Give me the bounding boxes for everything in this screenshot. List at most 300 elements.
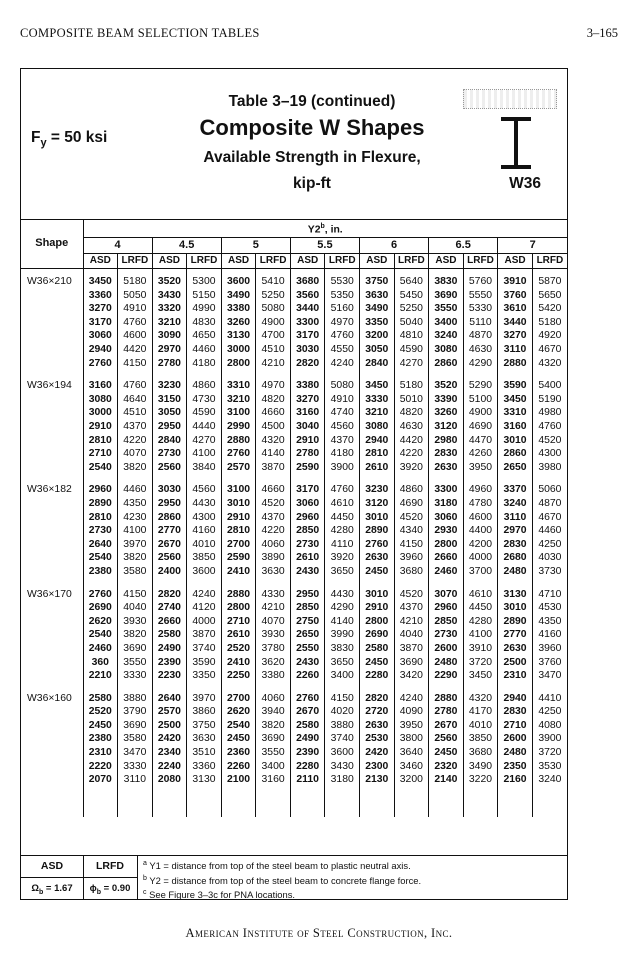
lrfd-value: 3870 (187, 628, 222, 642)
asd-value: 2720 (360, 705, 395, 719)
lrfd-value: 5530 (325, 275, 360, 289)
asd-value: 2800 (221, 357, 256, 371)
asd-value: 3080 (429, 343, 464, 357)
lrfd-value: 3360 (187, 760, 222, 774)
lrfd-value: 3720 (532, 746, 567, 760)
yield-strength: $F_y = 50$ ksi (31, 129, 108, 150)
lrfd-value: 4900 (256, 316, 291, 330)
asd-value: 2730 (290, 538, 325, 552)
asd-value: 2480 (498, 746, 533, 760)
asd-value: 2940 (498, 692, 533, 706)
asd-value: 2560 (152, 551, 187, 565)
asd-value: 2570 (221, 461, 256, 475)
asd-value: 2960 (429, 601, 464, 615)
lrfd-value: 3590 (187, 656, 222, 670)
asd-value: 2680 (498, 551, 533, 565)
lrfd-value: 5010 (394, 393, 429, 407)
asd-value: 3300 (429, 483, 464, 497)
lrfd-value: 3800 (394, 732, 429, 746)
table-row (21, 447, 567, 461)
asd-value: 2840 (360, 357, 395, 371)
asd-value: 2600 (498, 732, 533, 746)
lrfd-value: 3740 (187, 642, 222, 656)
asd-value: 2430 (290, 565, 325, 579)
asd-value: 2610 (360, 461, 395, 475)
shape-cell (21, 316, 83, 330)
asd-value: 2910 (360, 601, 395, 615)
lrfd-value: 4420 (394, 434, 429, 448)
lrfd-value: 3920 (394, 461, 429, 475)
lrfd-value: 4220 (394, 447, 429, 461)
lrfd-value: 3460 (394, 760, 429, 774)
lrfd-value: 3910 (463, 642, 498, 656)
lrfd-value: 4820 (394, 406, 429, 420)
asd-value: 3040 (290, 420, 325, 434)
lrfd-value: 5100 (463, 393, 498, 407)
asd-value: 3910 (498, 275, 533, 289)
asd-value: 2910 (83, 420, 118, 434)
asd-value: 3030 (290, 343, 325, 357)
asd-value: 2730 (83, 524, 118, 538)
lrfd-value: 3920 (325, 551, 360, 565)
lrfd-value: 4970 (256, 379, 291, 393)
asd-value: 3330 (360, 393, 395, 407)
asd-value: 2710 (221, 615, 256, 629)
lrfd-value: 4140 (325, 615, 360, 629)
shape-header: Shape (21, 220, 83, 269)
lrfd-value: 4860 (394, 483, 429, 497)
lrfd-value: 5650 (532, 289, 567, 303)
asd-value: 2590 (221, 551, 256, 565)
lrfd-value: 3950 (394, 719, 429, 733)
lrfd-value: 4470 (463, 434, 498, 448)
asd-value: 2880 (498, 357, 533, 371)
asd-value: 3000 (221, 343, 256, 357)
lrfd-value: 4640 (118, 393, 153, 407)
lrfd-value: 4080 (532, 719, 567, 733)
lrfd-value: 3970 (187, 692, 222, 706)
asd-value: 2410 (221, 656, 256, 670)
asd-value: 2610 (290, 551, 325, 565)
asd-value: 3170 (290, 329, 325, 343)
lrfd-value: 3930 (256, 628, 291, 642)
shape-cell (21, 343, 83, 357)
lrfd-value: 5190 (532, 393, 567, 407)
table-row (21, 420, 567, 434)
table-number: Table 3–19 (continued) (228, 93, 396, 110)
strength-table (21, 219, 567, 817)
asd-value: 2820 (152, 588, 187, 602)
asd-value: 2830 (498, 705, 533, 719)
lrfd-value: 4860 (187, 379, 222, 393)
lrfd-value: 3820 (118, 551, 153, 565)
group-spacer (21, 683, 567, 692)
asd-value: 2770 (498, 628, 533, 642)
asd-value: 2800 (221, 601, 256, 615)
asd-value: 3450 (498, 393, 533, 407)
shape-cell: W36×194 (27, 380, 72, 392)
asd-value: 2730 (152, 447, 187, 461)
lrfd-value: 4010 (463, 719, 498, 733)
lrfd-value: 3130 (187, 773, 222, 787)
asd-value: 2580 (83, 692, 118, 706)
asd-value: 2480 (498, 565, 533, 579)
asd-value: 2520 (83, 705, 118, 719)
lrfd-value: 3830 (325, 642, 360, 656)
y2-header: Y2$^b$, in. (83, 220, 567, 238)
lrfd-value: 4960 (463, 483, 498, 497)
group-spacer (21, 579, 567, 588)
asd-value: 2930 (429, 524, 464, 538)
shape-cell (21, 746, 83, 760)
lrfd-value: 4530 (532, 601, 567, 615)
lrfd-value: 3690 (118, 719, 153, 733)
lrfd-value: 4460 (532, 524, 567, 538)
lrfd-value: 3510 (187, 746, 222, 760)
asd-value: 3630 (360, 289, 395, 303)
asd-value: 3260 (429, 406, 464, 420)
asd-value: 3010 (498, 601, 533, 615)
asd-value: 2070 (83, 773, 118, 787)
asd-value: 2250 (221, 669, 256, 683)
asd-value: 3110 (498, 343, 533, 357)
table-footer (21, 855, 567, 900)
lrfd-value: 4160 (187, 524, 222, 538)
shape-cell (21, 329, 83, 343)
asd-value: 2630 (360, 719, 395, 733)
lrfd-value: 5420 (532, 302, 567, 316)
asd-value: 2300 (360, 760, 395, 774)
table-title: Composite W Shapes (199, 115, 425, 140)
lrfd-value: 4690 (463, 420, 498, 434)
asd-value: 2600 (429, 642, 464, 656)
asd-value: 3680 (290, 275, 325, 289)
lrfd-value: 5550 (463, 289, 498, 303)
asd-value: 3130 (498, 588, 533, 602)
asd-value: 3240 (498, 497, 533, 511)
lrfd-value: 3490 (463, 760, 498, 774)
table-subtitle: Available Strength in Flexure, (203, 149, 421, 166)
table-row (21, 461, 567, 475)
asd-value: 2550 (290, 642, 325, 656)
asd-value: 2540 (221, 719, 256, 733)
lrfd-value: 4210 (256, 601, 291, 615)
asd-value: 2410 (221, 565, 256, 579)
shape-cell (21, 302, 83, 316)
lrfd-value: 4070 (118, 447, 153, 461)
table-row (21, 692, 567, 706)
lrfd-value: 4180 (187, 357, 222, 371)
asd-value: 2400 (152, 565, 187, 579)
footnote-b: $^b$ Y2 = distance from top of the steel beam to concrete flange force. (143, 874, 422, 886)
lrfd-value: 4370 (394, 601, 429, 615)
asd-value: 3230 (152, 379, 187, 393)
lrfd-value: 4100 (187, 447, 222, 461)
section-title: COMPOSITE BEAM SELECTION TABLES (20, 26, 260, 40)
y2-value-header: 5.5 (290, 238, 359, 254)
shape-cell (21, 760, 83, 774)
y2-value-header: 6 (360, 238, 429, 254)
lrfd-value: 4440 (187, 420, 222, 434)
shape-cell (21, 773, 83, 787)
lrfd-value: 5250 (394, 302, 429, 316)
lrfd-subheader: LRFD (325, 254, 360, 269)
asd-value: 3520 (152, 275, 187, 289)
asd-value: 2490 (290, 732, 325, 746)
shape-cell: W36×210 (27, 276, 72, 288)
lrfd-value: 4370 (118, 420, 153, 434)
lrfd-value: 3220 (463, 773, 498, 787)
asd-subheader: ASD (429, 254, 464, 269)
lrfd-value: 4550 (325, 343, 360, 357)
lrfd-value: 3730 (532, 565, 567, 579)
lrfd-value: 4610 (463, 588, 498, 602)
lrfd-value: 3790 (118, 705, 153, 719)
lrfd-value: 4240 (394, 692, 429, 706)
lrfd-value: 3690 (118, 642, 153, 656)
asd-value: 3160 (290, 406, 325, 420)
table-row (21, 601, 567, 615)
lrfd-value: 5180 (394, 379, 429, 393)
asd-value: 2500 (498, 656, 533, 670)
lrfd-value: 3960 (394, 551, 429, 565)
lrfd-value: 4650 (187, 329, 222, 343)
lrfd-value: 3880 (325, 719, 360, 733)
asd-value: 3830 (429, 275, 464, 289)
asd-value: 3610 (498, 302, 533, 316)
lrfd-value: 4970 (325, 316, 360, 330)
lrfd-value: 3470 (118, 746, 153, 760)
shape-cell (21, 601, 83, 615)
lrfd-value: 4990 (187, 302, 222, 316)
lrfd-value: 5400 (532, 379, 567, 393)
lrfd-value: 4350 (532, 615, 567, 629)
lrfd-value: 4670 (532, 343, 567, 357)
asd-value: 3090 (152, 329, 187, 343)
asd-value: 2140 (429, 773, 464, 787)
table-row (21, 773, 567, 787)
asd-value: 3060 (83, 329, 118, 343)
lrfd-value: 4760 (118, 379, 153, 393)
asd-value: 2110 (290, 773, 325, 787)
lrfd-value: 3880 (118, 692, 153, 706)
asd-value: 3170 (290, 483, 325, 497)
y2-value-header: 4.5 (152, 238, 221, 254)
shape-cell (21, 497, 83, 511)
lrfd-value: 3820 (256, 719, 291, 733)
lrfd-value: 3950 (463, 461, 498, 475)
shape-cell (21, 656, 83, 670)
asd-value: 3230 (360, 483, 395, 497)
asd-subheader: ASD (290, 254, 325, 269)
lrfd-value: 4000 (187, 615, 222, 629)
asd-value: 2670 (152, 538, 187, 552)
asd-value: 3150 (152, 393, 187, 407)
lrfd-value: 4350 (118, 497, 153, 511)
asd-value: 2350 (498, 760, 533, 774)
lrfd-subheader: LRFD (256, 254, 291, 269)
table-row (21, 746, 567, 760)
shape-cell (21, 628, 83, 642)
asd-value: 2800 (429, 538, 464, 552)
lrfd-value: 3200 (394, 773, 429, 787)
asd-value: 3010 (221, 497, 256, 511)
asd-value: 3060 (429, 511, 464, 525)
lrfd-value: 4410 (532, 692, 567, 706)
asd-value: 2780 (152, 357, 187, 371)
shape-cell (21, 461, 83, 475)
lrfd-value: 3940 (256, 705, 291, 719)
lrfd-value: 5250 (256, 289, 291, 303)
table-row (21, 719, 567, 733)
lrfd-value: 4110 (325, 538, 360, 552)
lrfd-value: 4560 (325, 420, 360, 434)
table-row (21, 565, 567, 579)
table-row (21, 732, 567, 746)
lrfd-value: 3580 (118, 565, 153, 579)
page-number: 3–165 (586, 26, 618, 40)
table-row (21, 497, 567, 511)
lrfd-value: 4140 (256, 447, 291, 461)
asd-value: 2860 (429, 357, 464, 371)
lrfd-value: 5870 (532, 275, 567, 289)
asd-value: 3390 (429, 393, 464, 407)
asd-value: 2960 (290, 511, 325, 525)
asd-value: 2890 (360, 524, 395, 538)
asd-value: 2560 (152, 461, 187, 475)
asd-value: 2390 (152, 656, 187, 670)
lrfd-value: 4630 (394, 420, 429, 434)
asd-value: 2950 (152, 420, 187, 434)
asd-value: 3550 (429, 302, 464, 316)
lrfd-value: 4660 (256, 483, 291, 497)
lrfd-value: 3930 (118, 615, 153, 629)
wide-flange-icon (501, 117, 531, 169)
lrfd-value: 4270 (187, 434, 222, 448)
lrfd-value: 4510 (256, 343, 291, 357)
table-row (21, 760, 567, 774)
lrfd-value: 4150 (325, 692, 360, 706)
asd-value: 2760 (83, 357, 118, 371)
asd-value: 2910 (290, 434, 325, 448)
asd-value: 2100 (221, 773, 256, 787)
table-row (21, 551, 567, 565)
asd-value: 3240 (429, 329, 464, 343)
asd-value: 2880 (221, 588, 256, 602)
table-end-spacer (21, 787, 567, 817)
lrfd-value: 4500 (256, 420, 291, 434)
lrfd-subheader: LRFD (532, 254, 567, 269)
asd-value: 2430 (290, 656, 325, 670)
asd-value: 3270 (290, 393, 325, 407)
asd-value: 3030 (152, 483, 187, 497)
shape-cell (21, 538, 83, 552)
table-row (21, 705, 567, 719)
asd-value: 2840 (152, 434, 187, 448)
shape-cell (21, 642, 83, 656)
lrfd-value: 4400 (463, 524, 498, 538)
asd-value: 2640 (152, 692, 187, 706)
asd-subheader: ASD (221, 254, 256, 269)
lrfd-value: 4600 (118, 329, 153, 343)
asd-value: 360 (83, 656, 118, 670)
lrfd-value: 4760 (325, 483, 360, 497)
lrfd-value: 4920 (532, 329, 567, 343)
asd-value: 2940 (360, 434, 395, 448)
lrfd-value: 5300 (187, 275, 222, 289)
asd-value: 2700 (221, 538, 256, 552)
lrfd-value: 3600 (325, 746, 360, 760)
lrfd-value: 3110 (118, 773, 153, 787)
lrfd-value: 4870 (463, 329, 498, 343)
asd-value: 3590 (498, 379, 533, 393)
asd-value: 2780 (290, 447, 325, 461)
lrfd-value: 4300 (187, 511, 222, 525)
lrfd-value: 4320 (463, 692, 498, 706)
lrfd-value: 3400 (325, 669, 360, 683)
lrfd-value: 4280 (325, 524, 360, 538)
lrfd-value: 3780 (256, 642, 291, 656)
lrfd-value: 4100 (118, 524, 153, 538)
lrfd-value: 4700 (256, 329, 291, 343)
shape-series: W36 (509, 175, 541, 192)
table-frame (20, 68, 568, 900)
asd-value: 3380 (290, 379, 325, 393)
lrfd-value: 4150 (394, 538, 429, 552)
lrfd-value: 3980 (532, 461, 567, 475)
asd-value: 2970 (152, 343, 187, 357)
lrfd-value: 4560 (187, 483, 222, 497)
asd-value: 2570 (152, 705, 187, 719)
lrfd-value: 4900 (463, 406, 498, 420)
lrfd-value: 5080 (325, 379, 360, 393)
lrfd-value: 3900 (325, 461, 360, 475)
lrfd-value: 4710 (532, 588, 567, 602)
asd-value: 2850 (429, 615, 464, 629)
asd-value: 2860 (498, 447, 533, 461)
lrfd-value: 4460 (187, 343, 222, 357)
table-row (21, 406, 567, 420)
asd-value: 2730 (429, 628, 464, 642)
asd-value: 2770 (152, 524, 187, 538)
lrfd-value: 3450 (463, 669, 498, 683)
asd-value: 2910 (221, 511, 256, 525)
lrfd-value: 3740 (325, 732, 360, 746)
lrfd-value: 4200 (463, 538, 498, 552)
lrfd-value: 3850 (463, 732, 498, 746)
lrfd-value: 4590 (394, 343, 429, 357)
lrfd-value: 4760 (325, 329, 360, 343)
asd-value: 2490 (152, 642, 187, 656)
asd-value: 3760 (498, 289, 533, 303)
table-row (21, 316, 567, 330)
asd-value: 2630 (498, 642, 533, 656)
lrfd-value: 5180 (118, 275, 153, 289)
lrfd-value: 3990 (325, 628, 360, 642)
asd-value: 2660 (429, 551, 464, 565)
table-row (21, 642, 567, 656)
asd-value: 3380 (221, 302, 256, 316)
footnote-c: $^c$ See Figure 3–3c for PNA locations. (143, 889, 296, 901)
table-row (21, 434, 567, 448)
asd-value: 3370 (498, 483, 533, 497)
shape-cell (21, 420, 83, 434)
asd-value: 2890 (83, 497, 118, 511)
asd-value: 2280 (360, 669, 395, 683)
asd-value: 2850 (290, 524, 325, 538)
lrfd-value: 3160 (256, 773, 291, 787)
table-row (21, 329, 567, 343)
